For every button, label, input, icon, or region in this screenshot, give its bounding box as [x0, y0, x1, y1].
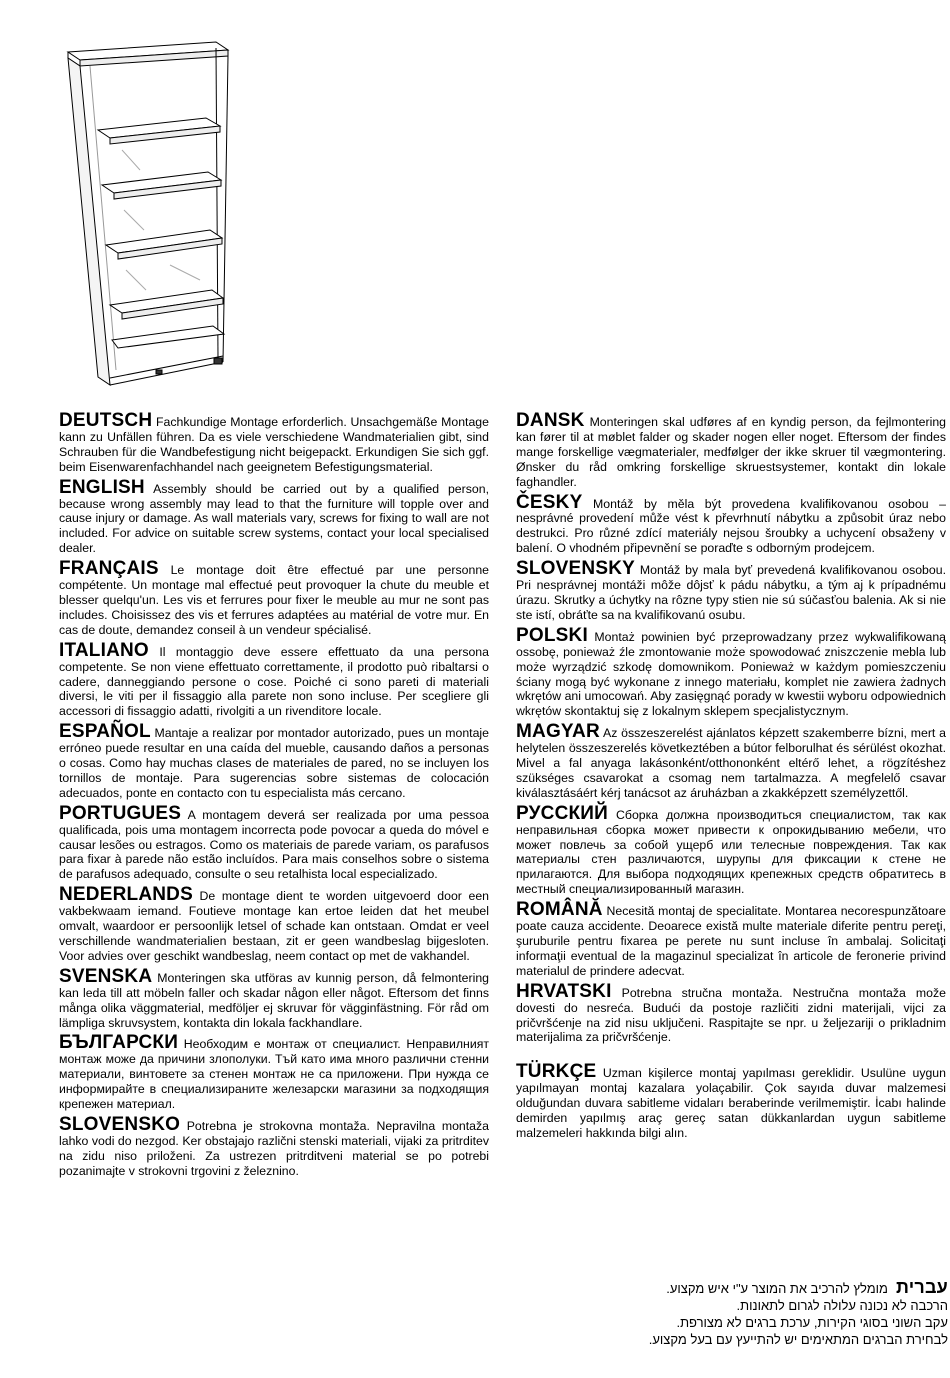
- left-column: [59, 410, 490, 1185]
- section-russkiy: [516, 802, 946, 897]
- section-romana: [516, 899, 946, 979]
- section-text: Potrebna stručna montaža. Nestručna montaža može dovesti do nesreća. Budući da postoje različiti zidni materijali, vijci za pričvršćenje na zid nisu uključeni. Raspitajte se npr. u željezariji o prikladnim materijalima za pričvršćenje.: [516, 985, 946, 1045]
- section-hrvatski: [516, 980, 946, 1046]
- section-dansk: [516, 410, 946, 490]
- section-heading: DANSK: [516, 410, 585, 431]
- section-heading: ITALIANO: [59, 639, 149, 661]
- section-text: Сборка должна производиться специалистом, так как неправильная сборка может привести к опрокидыванию мебели, что может повлечь за собой ущерб или телесные повреждения. Так как материалы стен различаются, шурупы для фиксации к стене не прилагаются. Для выбора подходящих крепежных средств обратитесь в местный специализированный магазин.: [516, 807, 946, 897]
- bookcase-illustration: [60, 40, 240, 390]
- section-slovensky: [516, 558, 946, 623]
- section-espanol: [59, 721, 489, 801]
- section-text: Uzman kişilerce montaj yapılması gereklidir. Usulüne uygun yapılmayan montaj kazalara yolaçabilir. Çok sayıda duvar malzemesi olduğundan duvara sabitleme vidaları beraberinde verilmemiştir. İcabı halinde demirden yapılmış araç gereç satan dükkanlardan uygun sabitleme malzemeleri hakkında bilgi alın.: [516, 1066, 946, 1140]
- section-turkce: [516, 1061, 946, 1141]
- section-text: Assembly should be carried out by a qualified person, because wrong assembly may lead to that the furniture will topple over and cause injury or damage. As wall materials vary, screws for fixing to wall are not included. For advice on suitable screw systems, contact your local specialised dealer.: [59, 481, 489, 556]
- section-heading: ROMÂNĂ: [516, 899, 603, 921]
- section-text: Необходим е монтаж от специалист. Неправилният монтаж може да причини злополуки. Тъй като има много различни стенни материали, винтовете за стенен монтаж не са приложени. При нужда се информирайте в специализираните железарски магазини за подходящия крепежен материал.: [59, 1037, 489, 1112]
- section-text: Monteringen skal udføres af en kyndig person, da fejlmontering kan fører til at møblet falder og skader nogen eller noget. Eftersom der findes mange forskellige vægmaterialer, medfølger der ikke skruer til vægmontering. Ønsker du råd omkring forskellige skruestsystemer, kontakt din lokale faghandler.: [516, 415, 946, 489]
- section-text-line: מומלץ להרכיב את המוצר ע"י איש מקצוע.: [666, 1281, 888, 1296]
- section-text: Montaż powinien być przeprowadzany przez wykwalifikowaną ossobę, ponieważ źle zmontowanie może spowodować zniszczenie mebla lub może wyrządzić szkodę domownikom. Ponieważ w każdym pomieszczeniu ściany mogą być wykonane z innego materiału, komplet nie zawiera żadnych wkrętów ani umocowań. Aby zasięgnąć porady w kwestii wyboru odpowiednich wkrętów skontaktuj się z lokalnym sklepem specjalistycznym.: [516, 629, 946, 719]
- section-text: Il montaggio deve essere effettuato da una persona competente. Se non viene effettuato correttamente, il prodotto può ribaltarsi o cadere, danneggiando persone o cose. Poiché ci sono pareti di materiali diversi, le viti per il fissaggio alla parete non sono incluse. Per scegliere gli accessori di fissaggio adatti, rivolgiti a un rivenditore locale.: [59, 644, 489, 719]
- section-heading: HRVATSKI: [516, 980, 612, 1002]
- section-heading: TÜRKÇE: [516, 1061, 597, 1083]
- section-heading: SLOVENSKY: [516, 558, 635, 580]
- section-heading: SVENSKA: [59, 965, 153, 987]
- section-heading: POLSKI: [516, 624, 588, 646]
- section-svenska: [59, 965, 489, 1031]
- section-text-line: עקב השוני בסוגי הקירות, ערכת ברגים לא מצורפת.: [676, 1315, 948, 1330]
- section-slovensko: [59, 1113, 489, 1179]
- section-text: Monteringen ska utföras av kunnig person, då felmontering kan leda till att möbeln faller och skadar någon eller något. Eftersom det finns många olika väggmaterial, medföljer ej skruvar för vägginfästning. För råd om lämpliga skruvsystem, kontakta din lokala fackhandlare.: [59, 970, 489, 1030]
- section-text: De montage dient te worden uitgevoerd door een vakbekwaam iemand. Foutieve montage kan ertoe leiden dat het meubel omvalt, waardoor er persoonlijk letsel of schade kan ontstaan. Omdat er veel verschillende wandmaterialien bestaan, zit er geen wandbeslag bijgesloten. Voor advies over geschikt wandbeslag, neem contact op met de vakhandel.: [59, 889, 490, 963]
- section-heading: עברית: [895, 1277, 948, 1297]
- section-heading: FRANÇAIS: [59, 558, 159, 580]
- section-text-line: לבחירת הברגים המתאימים יש להתייעץ עם בעל מקצוע.: [648, 1332, 948, 1347]
- section-english: [59, 476, 489, 557]
- section-text: Necesită montaj de specialitate. Montarea necorespunzătoare poate cauza accidente. Deoarece există multe materiale diferite pentru pereţi, şuruburile pentru fixarea pe perete nu sunt incluse în ambalaj. Solicitaţi informaţii eventual de la magazinul specializat în articole de feronerie privind materialul de prindere adecvat.: [516, 904, 946, 978]
- section-heading: РУССКИЙ: [516, 802, 608, 824]
- section-text: Mantaje a realizar por montador autorizado, pues un montaje erróneo puede resultar en una caída del mueble, causando daños a personas o cosas. Como hay muchas clases de materiales de pared, no se incluyen los tornillos de montaje. Para sugerencias sobre sistemas de colocación adecuados, ponte en contacto con tu especialista más cercano.: [59, 726, 489, 800]
- section-deutsch: [59, 410, 489, 475]
- section-cesky: [516, 491, 946, 557]
- section-heading: ENGLISH: [59, 476, 145, 498]
- section-heading: DEUTSCH: [59, 410, 153, 431]
- section-heading: ČESKY: [516, 491, 583, 513]
- section-heading: NEDERLANDS: [59, 884, 193, 906]
- section-polski: [516, 624, 946, 719]
- section-text: Montáž by měla být provedena kvalifikovanou osobou – nesprávné provedení může vést k převrhnutí nábytku a způsobit úraz nebo destrukci. Pro různé zdící materiály nejsou šroubky a uchycení obsaženy v balení. O vhodném připevnění se poraďte s odborným prodejcem.: [516, 496, 946, 556]
- section-text: Fachkundige Montage erforderlich. Unsachgemäße Montage kann zu Unfällen führen. Da es viele verschiedene Wandmaterialien gibt, sind Schrauben für die Wandbefestigung nicht beigepackt. Erkundigen Sie sich ggf. beim Eisenwarenfachhandel nach geeignetem Befestigungsmaterial.: [59, 415, 489, 474]
- section-text-line: הרכבה לא נכונה עלולה לגרום לתאונות.: [736, 1298, 948, 1313]
- section-nederlands: [59, 884, 490, 964]
- section-bulgarski: [59, 1032, 489, 1112]
- section-heading: SLOVENSKO: [59, 1113, 181, 1135]
- section-heading: ESPAÑOL: [59, 721, 151, 743]
- section-francais: [59, 558, 489, 638]
- section-text: Az összeszerelést ajánlatos képzett szakemberre bízni, mert a helytelen összeszerelés következtében a bútor felborulhat és sérülést okozhat. Mivel a fal anyaga lakásonként/otthononként eltérő lehet, a rögzítéshez szükséges csavarokat a csomag nem tartalmazza. A megfelelő csavar kiválasztásáért kérj tanácsot az áruházban a zkakképzett személyzettől.: [516, 726, 946, 800]
- section-text: A montagem deverá ser realizada por uma pessoa qualificada, pois uma montagem incorrecta pode povocar a queda do móvel e causar lesões ou estragos. Como os materiais de parede variam, os parafusos para fixar à parede não estão incluídos. Para mais conselhos sobre o sistema de parafusos adequado, consulte o seu retalhista local especializado.: [59, 807, 489, 882]
- section-heading: PORTUGUES: [59, 802, 182, 824]
- section-text: Montáž by mala byť prevedená kvalifikovanou osobou. Pri nesprávnej montáži môže dôjsť k pádu nábytku, a tým aj k prípadnému úrazu. Skrutky a úchytky na rôzne typy stien nie sú súčasťou balenia. Ak si nie ste istí, obráťte sa na kvalifikovanú osubu.: [516, 563, 946, 622]
- section-portugues: [59, 802, 489, 883]
- section-text: Le montage doit être effectué par une personne compétente. Un montage mal effectué peut provoquer la chute du meuble et blesser quelqu'un. Les vis et ferrures pour fixer le meuble au mur ne sont pas includes. Choisissez des vis et ferrures adaptées au matérial de votre mur. En cas de doute, demandez conseil à un vendeur spécialisé.: [59, 563, 489, 637]
- section-hebrew: [516, 1277, 948, 1348]
- section-text: Potrebna je strokovna montaža. Nepravilna montaža lahko vodi do nezgod. Ker obstajajo različni stenski materiali, vijaki za pritrditev na zidu niso priloženi. Za ustrezen pritrditveni material se po potrebi pozanimajte v strokovni trgovini z železnino.: [59, 1118, 489, 1178]
- section-italiano: [59, 639, 489, 720]
- section-heading: MAGYAR: [516, 721, 600, 743]
- right-column: [516, 410, 946, 1147]
- section-magyar: [516, 721, 946, 801]
- section-heading: БЪЛГАРСКИ: [59, 1032, 179, 1054]
